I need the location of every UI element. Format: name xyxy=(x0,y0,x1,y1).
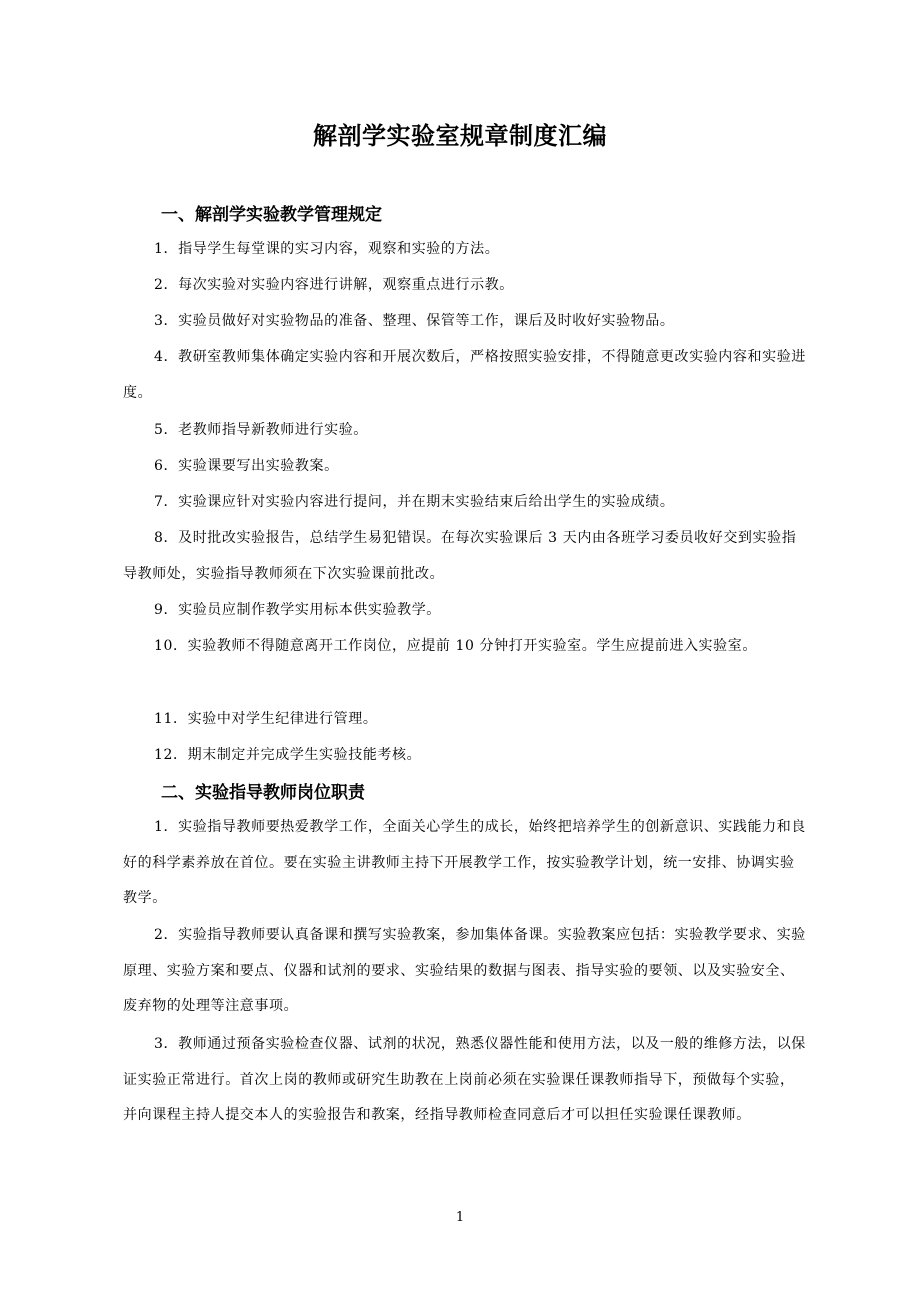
item-number: 1． xyxy=(154,819,179,835)
list-item xyxy=(123,702,808,738)
item-text: 期末制定并完成学生实验技能考核。 xyxy=(187,747,422,763)
list-item xyxy=(123,810,808,917)
item-number: 4． xyxy=(154,349,179,365)
list-item xyxy=(123,268,808,304)
item-text: 实验中对学生纪律进行管理。 xyxy=(187,711,378,727)
item-number: 9． xyxy=(154,602,179,618)
item-text: 实验指导教师要认真备课和撰写实验教案，参加集体备课。实验教案应包括：实验教学要求、实验原理、实验方案和要点、仪器和试剂的要求、实验结果的数据与图表、指导实验的要领、以及实验安全、废弃物的处理等注意事项。 xyxy=(123,927,806,1014)
item-text: 实验员做好对实验物品的准备、整理、保管等工作，课后及时收好实验物品。 xyxy=(178,313,675,329)
item-text: 实验员应制作教学实用标本供实验教学。 xyxy=(178,602,441,618)
list-item xyxy=(123,521,808,592)
section-heading-1: 一、解剖学实验教学管理规定 xyxy=(161,205,382,225)
list-item xyxy=(123,593,808,629)
item-number: 8． xyxy=(154,530,179,546)
item-text: 实验指导教师要热爱教学工作，全面关心学生的成长，始终把培养学生的创新意识、实践能力和良好的科学素养放在首位。要在实验主讲教师主持下开展教学工作，按实验教学计划，统一安排、协调实验教学。 xyxy=(123,819,806,906)
item-number: 6． xyxy=(154,458,179,474)
item-text: 实验教师不得随意离开工作岗位，应提前 10 分钟打开实验室。学生应提前进入实验室。 xyxy=(187,638,757,654)
item-text: 教师通过预备实验检查仪器、试剂的状况，熟悉仪器性能和使用方法，以及一般的维修方法，以保证实验正常进行。首次上岗的教师或研究生助教在上岗前必须在实验课任课教师指导下，预做每个实验，并向课程主持人提交本人的实验报告和教案，经指导教师检查同意后才可以担任实验课任课教师。 xyxy=(123,1036,806,1123)
list-item xyxy=(123,485,808,521)
item-text: 指导学生每堂课的实习内容，观察和实验的方法。 xyxy=(178,241,500,257)
item-text: 实验课要写出实验教案。 xyxy=(178,458,339,474)
section-heading-2: 二、实验指导教师岗位职责 xyxy=(161,783,365,803)
item-text: 实验课应针对实验内容进行提问，并在期末实验结束后给出学生的实验成绩。 xyxy=(178,494,675,510)
list-item xyxy=(123,340,808,411)
item-number: 11． xyxy=(154,711,188,727)
list-item xyxy=(123,449,808,485)
item-number: 5． xyxy=(154,422,179,438)
item-number: 3． xyxy=(154,313,179,329)
item-number: 2． xyxy=(154,927,179,943)
item-number: 10． xyxy=(154,638,188,654)
list-item xyxy=(123,738,808,774)
item-number: 7． xyxy=(154,494,179,510)
item-number: 2． xyxy=(154,277,179,293)
item-text: 老教师指导新教师进行实验。 xyxy=(178,422,368,438)
item-number: 1． xyxy=(154,241,179,257)
list-item xyxy=(123,629,823,665)
page-number: 1 xyxy=(455,1210,465,1225)
list-item xyxy=(123,918,808,1025)
list-item xyxy=(123,232,808,268)
document-title: 解剖学实验室规章制度汇编 xyxy=(313,122,607,150)
item-number: 3． xyxy=(154,1036,179,1052)
item-text: 及时批改实验报告，总结学生易犯错误。在每次实验课后 3 天内由各班学习委员收好交到实验指导教师处，实验指导教师须在下次实验课前批改。 xyxy=(123,530,797,582)
list-item xyxy=(123,413,808,449)
list-item xyxy=(123,304,808,340)
item-number: 12． xyxy=(154,747,188,763)
item-text: 教研室教师集体确定实验内容和开展次数后，严格按照实验安排，不得随意更改实验内容和实验进度。 xyxy=(123,349,806,401)
item-text: 每次实验对实验内容进行讲解，观察重点进行示教。 xyxy=(178,277,514,293)
list-item xyxy=(123,1027,808,1134)
